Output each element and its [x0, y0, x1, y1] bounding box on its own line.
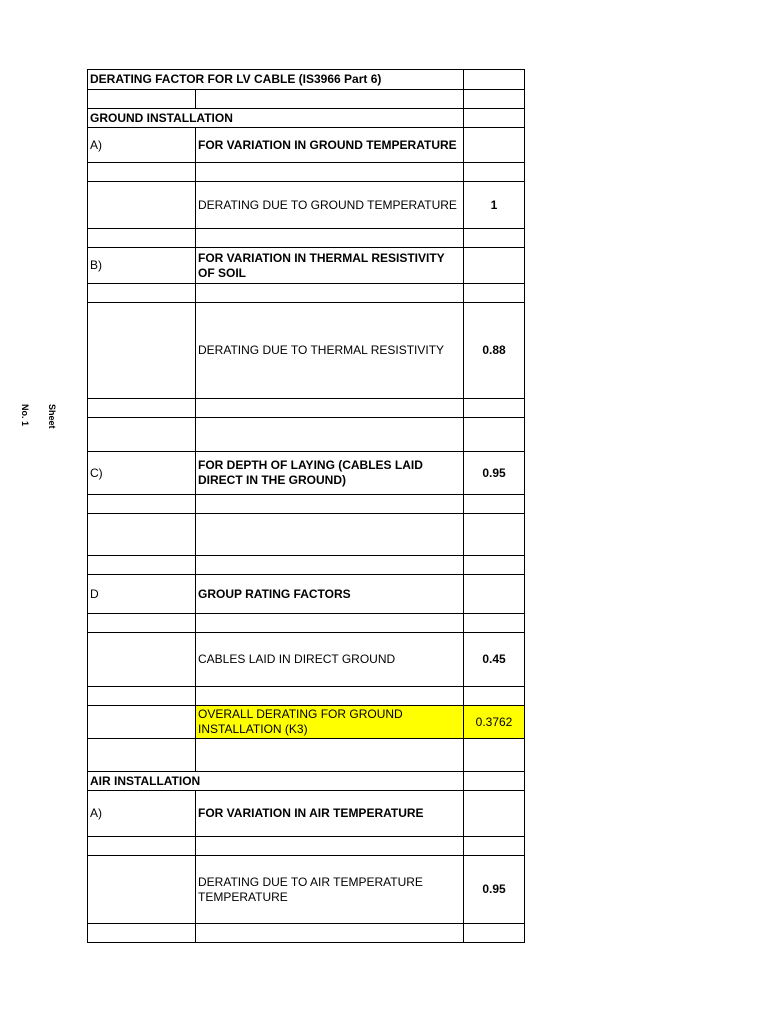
- empty-cell[interactable]: [196, 556, 464, 575]
- table-row: [88, 418, 525, 452]
- empty-cell[interactable]: [88, 687, 196, 706]
- table-row: [88, 109, 525, 128]
- empty-cell[interactable]: [464, 687, 525, 706]
- empty-cell[interactable]: [88, 399, 196, 418]
- empty-cell[interactable]: [464, 495, 525, 514]
- empty-cell[interactable]: [464, 248, 525, 284]
- sheet-label-line2: No. 1: [20, 404, 30, 427]
- empty-cell[interactable]: [464, 556, 525, 575]
- air-installation-heading: AIR INSTALLATION: [90, 773, 201, 788]
- item-letter-cell[interactable]: D: [88, 575, 196, 614]
- empty-cell[interactable]: [464, 614, 525, 633]
- empty-cell[interactable]: [196, 90, 464, 109]
- table-row: [88, 248, 525, 284]
- empty-cell[interactable]: [196, 109, 464, 128]
- empty-cell[interactable]: [196, 687, 464, 706]
- empty-cell[interactable]: [88, 229, 196, 248]
- air-temperature-title[interactable]: FOR VARIATION IN AIR TEMPERATURE: [196, 791, 464, 837]
- empty-cell[interactable]: [464, 70, 525, 90]
- table-row: [88, 514, 525, 556]
- table-row: [88, 706, 525, 739]
- empty-cell[interactable]: [464, 418, 525, 452]
- empty-cell[interactable]: [88, 614, 196, 633]
- table-row: [88, 229, 525, 248]
- empty-cell[interactable]: [196, 924, 464, 943]
- empty-cell[interactable]: [196, 229, 464, 248]
- empty-cell[interactable]: [464, 772, 525, 791]
- table-row: [88, 739, 525, 772]
- empty-cell[interactable]: [464, 229, 525, 248]
- table-row: [88, 837, 525, 856]
- table-row: [88, 924, 525, 943]
- empty-cell[interactable]: [464, 128, 525, 163]
- empty-cell[interactable]: [464, 284, 525, 303]
- table-row: [88, 556, 525, 575]
- empty-cell[interactable]: [196, 772, 464, 791]
- table-row: [88, 452, 525, 495]
- empty-cell[interactable]: [88, 856, 196, 924]
- empty-cell[interactable]: [196, 739, 464, 772]
- empty-cell[interactable]: [88, 837, 196, 856]
- thermal-resistivity-derating-label[interactable]: DERATING DUE TO THERMAL RESISTIVITY: [196, 303, 464, 399]
- item-letter-cell[interactable]: C): [88, 452, 196, 495]
- depth-of-laying-value[interactable]: 0.95: [464, 452, 525, 495]
- empty-cell[interactable]: [88, 90, 196, 109]
- table-row: [88, 399, 525, 418]
- overall-ground-derating-label[interactable]: OVERALL DERATING FOR GROUND INSTALLATION (K3): [196, 706, 464, 739]
- table-row: [88, 772, 525, 791]
- title-cell[interactable]: [88, 70, 382, 90]
- thermal-resistivity-derating-value[interactable]: 0.88: [464, 303, 525, 399]
- table-row: [88, 70, 525, 90]
- table-row: [88, 284, 525, 303]
- table-row: [88, 791, 525, 837]
- table-row: [88, 495, 525, 514]
- empty-cell[interactable]: [464, 575, 525, 614]
- empty-cell[interactable]: [88, 284, 196, 303]
- table-row: [88, 128, 525, 163]
- ground-temperature-title[interactable]: FOR VARIATION IN GROUND TEMPERATURE: [196, 128, 464, 163]
- empty-cell[interactable]: [196, 399, 464, 418]
- empty-cell[interactable]: [464, 163, 525, 182]
- thermal-resistivity-title[interactable]: FOR VARIATION IN THERMAL RESISTIVITY OF SOIL: [196, 248, 464, 284]
- empty-cell[interactable]: [464, 109, 525, 128]
- group-rating-factors-title[interactable]: GROUP RATING FACTORS: [196, 575, 464, 614]
- overall-ground-derating-value[interactable]: 0.3762: [464, 706, 525, 739]
- table-row: [88, 687, 525, 706]
- empty-cell[interactable]: [88, 495, 196, 514]
- empty-cell[interactable]: [88, 739, 196, 772]
- empty-cell[interactable]: [196, 495, 464, 514]
- table-row: [88, 575, 525, 614]
- table-row: [88, 856, 525, 924]
- ground-temperature-derating-label[interactable]: DERATING DUE TO GROUND TEMPERATURE: [196, 182, 464, 229]
- empty-cell[interactable]: [196, 614, 464, 633]
- sheet-number-label: [2, 404, 74, 429]
- ground-temperature-derating-value[interactable]: 1: [464, 182, 525, 229]
- sheet-label-line1: Sheet: [47, 404, 57, 429]
- depth-of-laying-title[interactable]: FOR DEPTH OF LAYING (CABLES LAID DIRECT IN THE GROUND): [196, 452, 464, 495]
- empty-cell[interactable]: [464, 791, 525, 837]
- air-temperature-derating-label[interactable]: DERATING DUE TO AIR TEMPERATURE TEMPERATURE: [196, 856, 464, 924]
- cables-direct-ground-value[interactable]: 0.45: [464, 633, 525, 687]
- empty-cell[interactable]: [464, 924, 525, 943]
- empty-cell[interactable]: [196, 418, 464, 452]
- empty-cell[interactable]: [88, 163, 196, 182]
- empty-cell[interactable]: [196, 284, 464, 303]
- empty-cell[interactable]: [88, 556, 196, 575]
- table-row: [88, 182, 525, 229]
- document-title: DERATING FACTOR FOR LV CABLE (IS3966 Part 6): [90, 72, 382, 86]
- empty-cell[interactable]: [88, 706, 196, 739]
- table-row: [88, 163, 525, 182]
- table-row: [88, 614, 525, 633]
- empty-cell[interactable]: [88, 182, 196, 229]
- section-heading-cell[interactable]: [88, 109, 233, 128]
- empty-cell[interactable]: [88, 303, 196, 399]
- ground-installation-heading: GROUND INSTALLATION: [90, 110, 233, 125]
- empty-cell[interactable]: [196, 837, 464, 856]
- item-letter-cell[interactable]: A): [88, 791, 196, 837]
- section-heading-cell[interactable]: [88, 772, 201, 791]
- item-letter-cell[interactable]: A): [88, 128, 196, 163]
- air-temperature-derating-value[interactable]: 0.95: [464, 856, 525, 924]
- table-row: [88, 90, 525, 109]
- empty-cell[interactable]: [196, 163, 464, 182]
- empty-cell[interactable]: [464, 514, 525, 556]
- empty-cell[interactable]: [464, 837, 525, 856]
- empty-cell[interactable]: [196, 514, 464, 556]
- empty-cell[interactable]: [88, 924, 196, 943]
- item-letter-cell[interactable]: B): [88, 248, 196, 284]
- empty-cell[interactable]: [464, 399, 525, 418]
- empty-cell[interactable]: [464, 739, 525, 772]
- table-row: [88, 303, 525, 399]
- cables-direct-ground-label[interactable]: CABLES LAID IN DIRECT GROUND: [196, 633, 464, 687]
- empty-cell[interactable]: [88, 418, 196, 452]
- derating-table: [87, 69, 525, 943]
- table-row: [88, 633, 525, 687]
- empty-cell[interactable]: [464, 90, 525, 109]
- empty-cell[interactable]: [88, 633, 196, 687]
- empty-cell[interactable]: [88, 514, 196, 556]
